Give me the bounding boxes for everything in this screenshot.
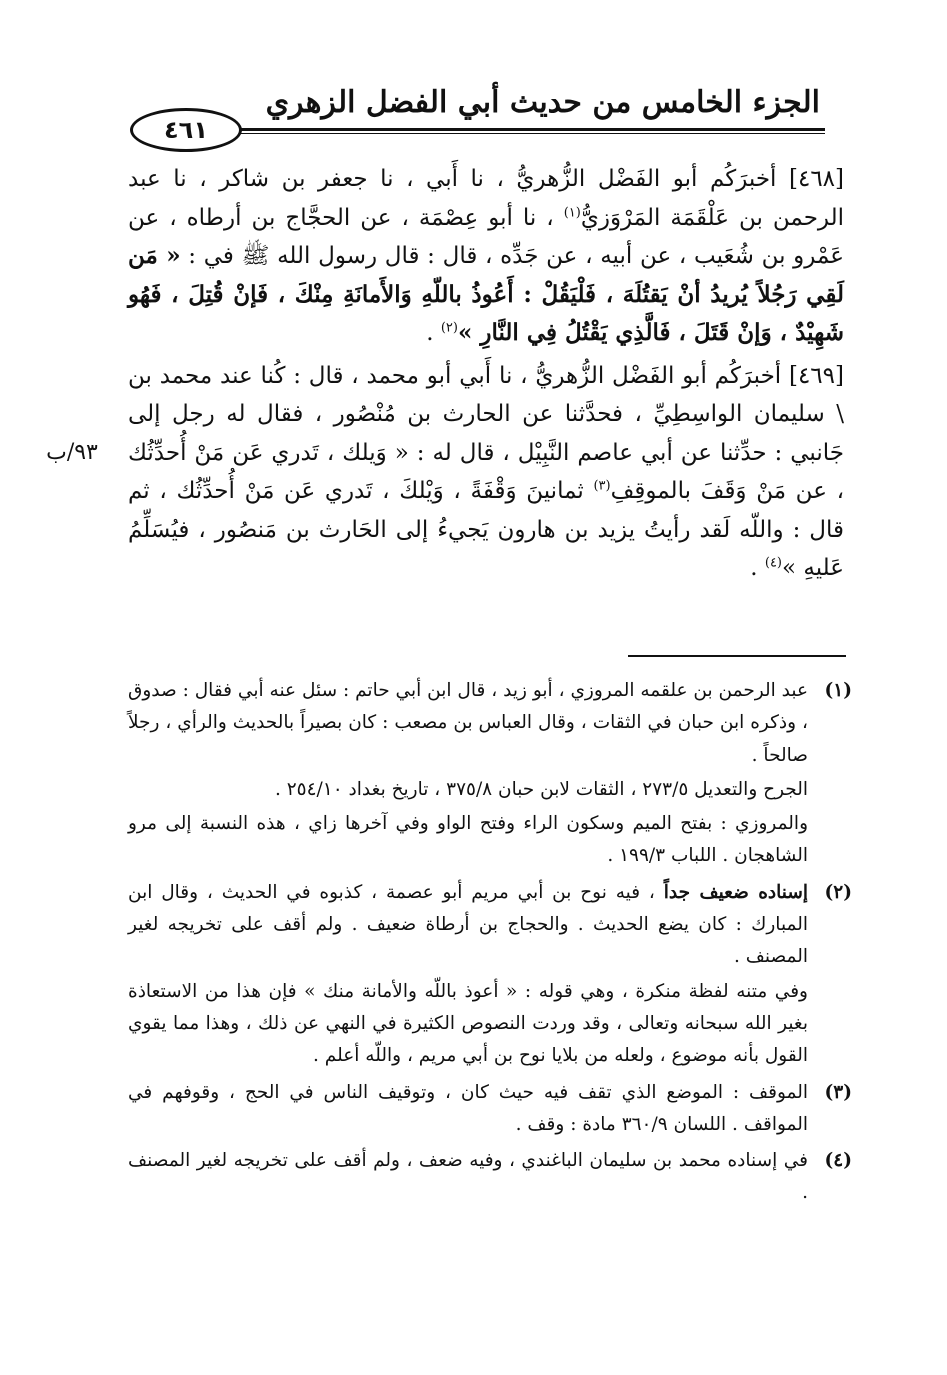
hadith-469: [128, 357, 844, 588]
footnote-verdict: إسناده ضعيف جداً: [663, 881, 808, 903]
footnote-text: ، فيه نوح بن أبي مريم أبو عصمة ، كذبوه في الحديث ، وقال ابن المبارك : كان يضع الحديث . والحجاج بن أرطاة ضعيف . ولم أقف على تخريجه لغير المصنف .: [128, 881, 808, 968]
hadith-468: [128, 160, 844, 353]
running-title: الجزء الخامس من حديث أبي الفضل الزهري: [265, 85, 820, 120]
footnote-number: (٣): [824, 1081, 852, 1103]
footnote-separator: [628, 655, 846, 657]
footnote-paragraph: عبد الرحمن بن علقمه المروزي ، أبو زيد ، قال ابن أبي حاتم : سئل عنه أبي فقال : صدوق ، وذكره ابن حبان في الثقات ، وقال العباس بن مصعب : كان بصيراً بالحديث والرأي ، رجلاً صالحاً .: [128, 680, 808, 766]
footnote-paragraph: وفي متنه لفظة منكرة ، وهي قوله : « أعوذ باللّه والأمانة منك » فإن هذا من الاستعاذة بغير الله سبحانه وتعالى ، وقد وردت النصوص الكثيرة في النهي عن ذلك ، وهذا مما يقوي القول بأنه موضوع ، ولعله من بلايا نوح بن أبي مريم ، واللّه أعلم .: [128, 980, 808, 1067]
footnote-paragraph: الجرح والتعديل ٢٧٣/٥ ، الثقات لابن حبان ٣٧٥/٨ ، تاريخ بغداد ٢٥٤/١٠ .: [274, 778, 808, 800]
header-rule: [200, 128, 825, 131]
end-mark: .: [426, 320, 434, 346]
footnote-marker[interactable]: (٤): [764, 555, 782, 571]
footnote-number: (١): [824, 680, 852, 701]
isnad-text: ، نا أبو عِصْمَة ، عن الحجَّاج بن أرطاه ، عن عَمْرو بن شُعَيب ، عن أبيه ، عن جَدِّه ، قال : قال رسول الله ﷺ في :: [128, 204, 845, 269]
footnote-1: [128, 675, 852, 873]
page-number: ٤٦١: [130, 108, 242, 152]
header-rule-thin: [200, 133, 825, 134]
footnote-4: [128, 1145, 852, 1210]
footnote-paragraph: والمروزي : بفتح الميم وسكون الراء وفتح الواو وفي آخرها زاي ، هذه النسبة إلى مرو الشاهجان . اللباب ١٩٩/٣ .: [128, 813, 808, 867]
footnote-marker[interactable]: (١): [563, 204, 581, 220]
footnote-paragraph: [128, 877, 808, 974]
footnote-number: (٤): [824, 1150, 852, 1172]
hadith-paragraph: [128, 357, 844, 588]
main-text: [128, 160, 844, 588]
footnote-marker[interactable]: (٢): [440, 320, 458, 336]
hadith-text: ثمانينَ وَقْفَةً ، وَيْلكَ ، تَدري عَن مَنْ أُحدِّثُك ، ثم قال : واللّه لَقد رأيتُ يزيد بن هارون يَجيءُ إلى الحَارث بن مَنصُور ، فيُسَلِّمُ عَليهِ »: [128, 478, 844, 581]
footnote-paragraph: في إسناده محمد بن سليمان الباغندي ، وفيه ضعف ، ولم أقف على تخريجه لغير المصنف .: [128, 1150, 808, 1204]
footnotes: [128, 675, 852, 1214]
footnote-paragraph: الموقف : الموضع الذي تقف فيه حيث كان ، وتوقيف الناس في الحج ، وقوفهم في المواقف . اللسان ٣٦٠/٩ مادة : وقف .: [128, 1081, 808, 1135]
manuscript-folio-note: ٩٣/ب: [46, 440, 98, 465]
isnad-text: أخبرَكُم أبو الفَضْل الزُّهريُّ ، نا أَبي ، نا جعفر بن شاكر ، نا عبد الرحمن بن عَلْقَمَة المَرْوَزيُّ: [128, 166, 845, 231]
footnote-number: (٢): [824, 881, 852, 903]
hadith-paragraph: [128, 160, 844, 353]
matn-text: « مَن لَقِي رَجُلاً يُريدُ أنْ يَقتُلَهَ ، فَلْيَقُلْ : أَعُوذُ باللّهِ وَالأَمانَةِ مِنْكَ ، فَإنْ قُتِلَ ، فَهُو شَهِيْدٌ ، وَإنْ قَتَلَ ، فَالَّذِي يَقْتُلُ فِي النَّارِ »: [128, 242, 844, 346]
end-mark: .: [750, 555, 758, 581]
footnote-2: [128, 877, 852, 1073]
footnote-marker[interactable]: (٣): [593, 478, 611, 494]
footnote-3: [128, 1077, 852, 1142]
hadith-text: أخبرَكُم أبو الفَضْل الزُّهريُّ ، نا أَبي أبو محمد ، قال : كُنا عند محمد بن \ سليمان الواسِطِيِّ ، فحدَّثنا عن الحارث بن مُنْصُور ، فقال له رجل إلى جَانبي : حدِّثنا عن أبي عاصم النَّبِيْل ، قال له : « وَيلك ، تَدري عَن مَنْ أُحدِّثُك ، عن مَنْ وَقَفَ بالموقِفِ: [128, 362, 844, 504]
hadith-number: [٤٦٨]: [788, 166, 845, 192]
hadith-number: [٤٦٩]: [788, 362, 844, 389]
